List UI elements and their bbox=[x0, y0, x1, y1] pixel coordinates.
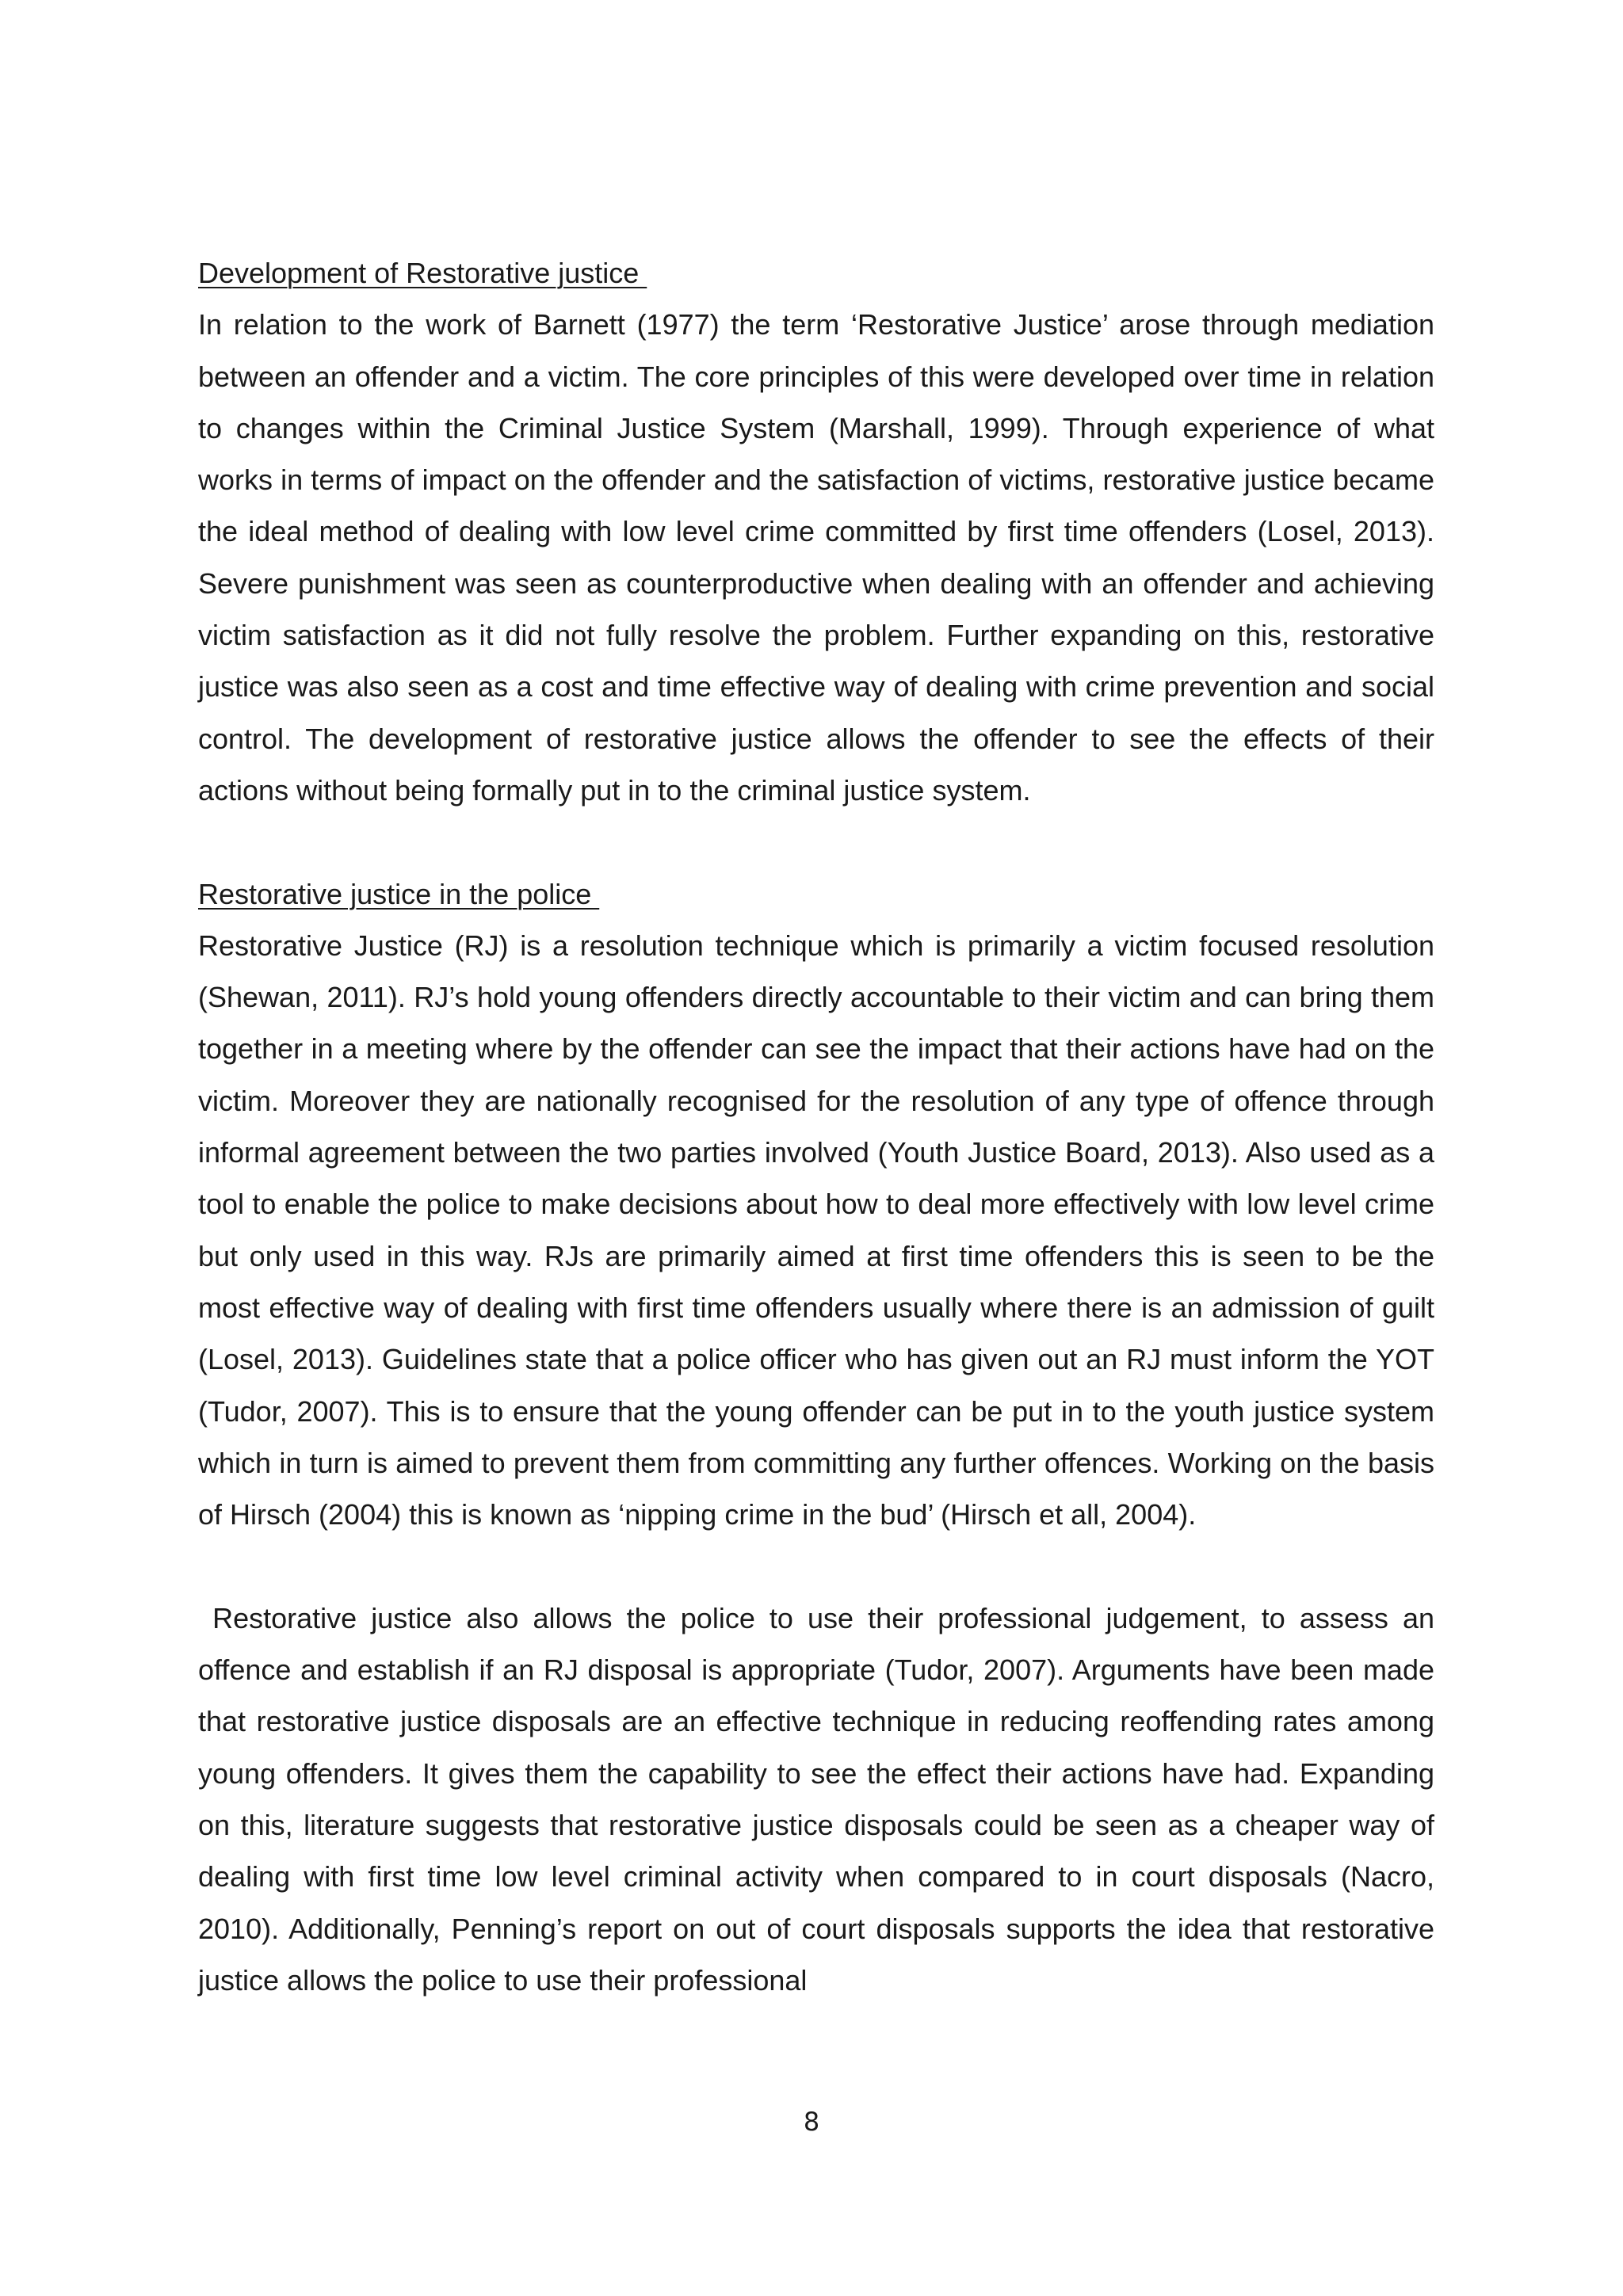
page-body bbox=[198, 247, 1443, 2006]
section-heading-police: Restorative justice in the police bbox=[198, 877, 600, 910]
page-number: 8 bbox=[803, 2107, 820, 2137]
paragraph-development: In relation to the work of Barnett (1977) the term ‘Restorative Justice’ arose through mediation between an offender and a victim. The core principles of this were developed over time in relation to changes within the Criminal Justice System (Marshall, 1999). Through experience of what works in terms of impact on the offender and the satisfaction of victims, restorative justice became the ideal method of dealing with low level crime committed by first time offenders (Losel, 2013). Severe punishment was seen as counterproductive when dealing with an offender and achieving victim satisfaction as it did not fully resolve the problem. Further expanding on this, restorative justice was also seen as a cost and time effective way of dealing with crime prevention and social control. The development of restorative justice allows the offender to see the effects of their actions without being formally put in to the criminal justice system. bbox=[198, 308, 1443, 807]
section-heading-development: Development of Restorative justice bbox=[198, 257, 647, 289]
paragraph-police-rj: Restorative Justice (RJ) is a resolution technique which is primarily a victim focused resolution (Shewan, 2011). RJ’s hold young offenders directly accountable to their victim and can bring them together in a meeting where by the offender can see the impact that their actions have had on the victim. Moreover they are nationally recognised for the resolution of any type of offence through informal agreement between the two parties involved (Youth Justice Board, 2013). Also used as a tool to enable the police to make decisions about how to deal more effectively with low level crime but only used in this way. RJs are primarily aimed at first time offenders this is seen to be the most effective way of dealing with first time offenders usually where there is an admission of guilt (Losel, 2013). Guidelines state that a police officer who has given out an RJ must inform the YOT (Tudor, 2007). This is to ensure that the young offender can be put in to the youth justice system which in turn is aimed to prevent them from committing any further offences. Working on the basis of Hirsch (2004) this is known as ‘nipping crime in the bud’ (Hirsch et all, 2004). bbox=[198, 929, 1443, 1531]
paragraph-spacer bbox=[198, 1540, 1434, 1592]
paragraph-spacer bbox=[198, 816, 1434, 868]
paragraph-police-judgement: Restorative justice also allows the police to use their professional judgement, to assess an offence and establish if an RJ disposal is appropriate (Tudor, 2007). Arguments have been made that restorative justice disposals are an effective technique in reducing reoffending rates among young offenders. It gives them the capability to see the effect their actions have had. Expanding on this, literature suggests that restorative justice disposals could be seen as a cheaper way of dealing with first time low level criminal activity when compared to in court disposals (Nacro, 2010). Additionally, Penning’s report on out of court disposals supports the idea that restorative justice allows the police to use their professional bbox=[198, 1601, 1443, 1997]
